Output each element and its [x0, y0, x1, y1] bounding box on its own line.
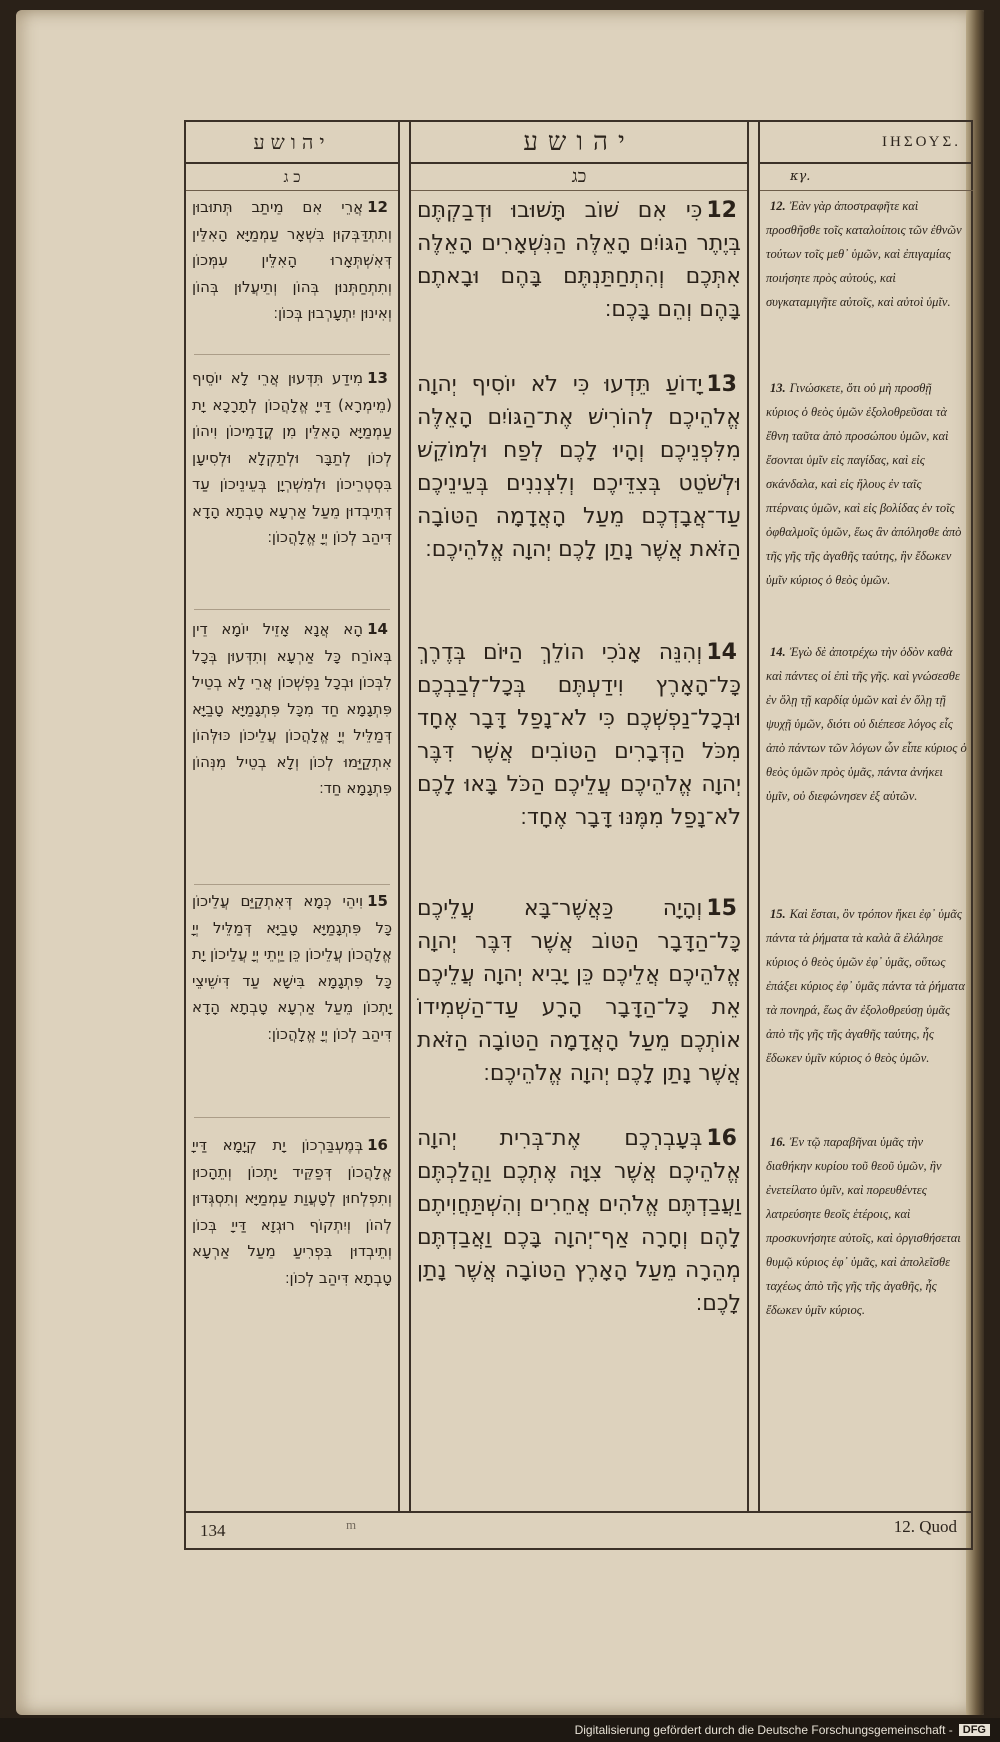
greek-verse-14: 14. Ἐγὼ δὲ ἀποτρέχω τὴν ὁδὸν καθὰ καὶ πάντες οἱ ἐπὶ τῆς γῆς. καὶ γνώσεσθε ἐν ὅλῃ τῇ καρδίᾳ ὑμῶν καὶ ἐν ὅλῃ τῇ ψυχῇ ὑμῶν, διότι οὐ διέπεσε λόγος εἷς ἀπὸ πάντων τῶν λόγων ὧν εἶπε κύριος ὁ θεὸς ὑμῶν πρὸς ὑμᾶς, πάντα ἀνήκει ὑμῖν, οὐ διεφώνησεν ἐξ αὐτῶν.: [766, 645, 967, 803]
hebrew-verse-12: 12כִּי אִם שׁוֹב תָּשׁוּבוּ וּדְבַקְתֶּם בְּיֶתֶר הַגּוֹיִם הָאֵלֶּה הַנִּשְׁאָרִים הָאֵלֶּה אִתְּכֶם וְהִתְחַתַּנְתֶּם בָּהֶם וּבָאתֶם בָּהֶם וְהֵם בָּכֶם׃: [417, 198, 741, 322]
hebrew-verse-14: 14וְהִנֵּה אָנֹכִי הוֹלֵךְ הַיּוֹם בְּדֶרֶךְ כָּל־הָאָרֶץ וִידַעְתֶּם בְּכָל־לְבַבְכֶם וּבְכָל־נַפְשְׁכֶם כִּי לֹא־נָפַל דָּבָר אֶחָד מִכֹּל הַדְּבָרִים הַטּוֹבִים אֲשֶׁר דִּבֶּר יְהוָה אֱלֹהֵיכֶם עֲלֵיכֶם הַכֹּל בָּאוּ לָכֶם לֹא־נָפַל מִמֶּנּוּ דָּבָר אֶחָד׃: [417, 640, 741, 830]
text-frame: [184, 120, 973, 1550]
greek-verse-15: 15. Καὶ ἔσται, ὃν τρόπον ἥκει ἐφ᾽ ὑμᾶς πάντα τὰ ῥήματα τὰ καλὰ ἃ ἐλάλησε κύριος ὁ θεὸς ὑμῶν ἐφ᾽ ὑμᾶς, οὕτως ἐπάξει κύριος ἐφ᾽ ὑμᾶς πάντα τὰ ῥήματα τὰ πονηρά, ἕως ἂν ἐξολοθρεύσῃ ὑμᾶς ἀπὸ τῆς γῆς τῆς ἀγαθῆς ταύτης, ἧς ἔδωκεν ὑμῖν κύριος ὁ θεὸς ὑμῶν.: [766, 907, 965, 1065]
credit-text: Digitalisierung gefördert durch die Deutsche Forschungsgemeinschaft -: [574, 1723, 953, 1737]
greek-header: ΙΗΣΟΥΣ.: [760, 122, 973, 164]
targum-header: יהושע: [186, 122, 398, 164]
hebrew-verse-13: 13יָדוֹעַ תֵּדְעוּ כִּי לֹא יוֹסִיף יְהוָה אֱלֹהֵיכֶם לְהוֹרִישׁ אֶת־הַגּוֹיִם הָאֵלֶּה מִלִּפְנֵיכֶם וְהָיוּ לָכֶם לְפַח וּלְמוֹקֵשׁ וּלְשֹׁטֵט בְּצִדֵּיכֶם וְלִצְנִנִים בְּעֵינֵיכֶם עַד־אֲבָדְכֶם מֵעַל הָאֲדָמָה הַטּוֹבָה הַזֹּאת אֲשֶׁר נָתַן לָכֶם יְהוָה אֱלֹהֵיכֶם׃: [417, 372, 741, 562]
page-footer: [186, 1511, 971, 1548]
targum-chapter: כ ג: [186, 164, 398, 191]
book-page: [16, 10, 984, 1715]
targum-verse-12: 12אֲרֵי אִם מֵיתַב תְּתוּבוּן וְתִתְדַּבְּקוּן בִּשְׁאָר עַמְמַיָּא הָאִלֵּין דְּאִשְׁתְּאָרוּ הָאִלֵּין עִמְּכוֹן וְתִתְחַתְּנוּן בְּהוֹן וְתֵיעֲלוּן בְּהוֹן וְאִינוּן יִתְעָרְבוּן בְּכוֹן׃: [192, 198, 392, 322]
targum-verse-14: 14הָא אֲנָא אָזֵיל יוֹמָא דֵין בְּאוֹרַח כָּל אַרְעָא וְתִדְּעוּן בְּכָל לִבְּכוֹן וּבְכָל נַפְשְׁכוֹן אֲרֵי לָא בְטֵיל פִּתְגָמָא חַד מִכָּל פִּתְגָמַיָּא טָבַיָּא דְּמַלֵּיל יְיָ אֱלָהֲכוֹן עֲלֵיכוֹן כּוּלְּהוֹן אִתְקַיַּמוּ לְכוֹן וְלָא בְטֵיל מִנְּהוֹן פִּתְגָמָא חַד׃: [192, 620, 392, 797]
hebrew-header: יהושע: [411, 122, 747, 164]
digitization-credit-bar: [0, 1718, 1000, 1742]
dfg-logo: DFG: [959, 1724, 990, 1736]
catchword: 12. Quod: [893, 1517, 957, 1536]
greek-verse-12: 12. Ἐὰν γὰρ ἀποστραφῆτε καὶ προσθῆσθε τοῖς καταλοίποις τῶν ἐθνῶν τούτων τοῖς μεθ᾽ ὑμῶν, καὶ ἐπιγαμίας ποιήσητε πρὸς αὐτούς, καὶ συγκαταμιγῆτε αὐτοῖς, καὶ αὐτοὶ ὑμῖν.: [766, 199, 962, 309]
greek-column: [758, 122, 973, 1513]
greek-verse-13: 13. Γινώσκετε, ὅτι οὐ μὴ προσθῇ κύριος ὁ θεὸς ὑμῶν ἐξολοθρεῦσαι τὰ ἔθνη ταῦτα ἀπὸ προσώπου ὑμῶν, καὶ ἔσονται ὑμῖν εἰς παγίδας, καὶ εἰς σκάνδαλα, καὶ εἰς ἥλους ἐν ταῖς πτέρναις ὑμῶν, καὶ εἰς βολίδας ἐν τοῖς ὀφθαλμοῖς ὑμῶν, ἕως ἂν ἀπόλησθε ἀπὸ τῆς γῆς τῆς ἀγαθῆς ταύτης, ἣν ἔδωκεν ὑμῖν κύριος ὁ θεὸς ὑμῶν.: [766, 381, 962, 587]
greek-chapter: κγ.: [760, 164, 973, 191]
hebrew-verse-16: 16בְּעָבְרְכֶם אֶת־בְּרִית יְהוָה אֱלֹהֵיכֶם אֲשֶׁר צִוָּה אֶתְכֶם וַהֲלַכְתֶּם וַעֲבַדְתֶּם אֱלֹהִים אֲחֵרִים וְהִשְׁתַּחֲוִיתֶם לָהֶם וְחָרָה אַף־יְהוָה בָּכֶם וַאֲבַדְתֶּם מְהֵרָה מֵעַל הָאָרֶץ הַטּוֹבָה אֲשֶׁר נָתַן לָכֶם׃: [417, 1126, 741, 1316]
hebrew-column: [409, 122, 749, 1513]
hebrew-chapter: כג: [411, 164, 747, 191]
signature-mark: m: [346, 1517, 357, 1532]
page-number: 134: [200, 1521, 226, 1540]
greek-verse-16: 16. Ἐν τῷ παραβῆναι ὑμᾶς τὴν διαθήκην κυρίου τοῦ θεοῦ ὑμῶν, ἣν ἐνετείλατο ὑμῖν, καὶ πορευθέντες λατρεύσητε θεοῖς ἑτέροις, καὶ προσκυνήσητε αὐτοῖς, καὶ ὀργισθήσεται θυμῷ κύριος ἐφ᾽ ὑμᾶς, καὶ ἀπολεῖσθε ταχέως ἀπὸ τῆς γῆς τῆς ἀγαθῆς, ἧς ἔδωκεν ὑμῖν κύριος.: [766, 1135, 961, 1317]
hebrew-verse-15: 15וְהָיָה כַּאֲשֶׁר־בָּא עֲלֵיכֶם כָּל־הַדָּבָר הַטּוֹב אֲשֶׁר דִּבֶּר יְהוָה אֱלֹהֵיכֶם אֲלֵיכֶם כֵּן יָבִיא יְהוָה עֲלֵיכֶם אֵת כָּל־הַדָּבָר הָרָע עַד־הַשְׁמִידוֹ אוֹתְכֶם מֵעַל הָאֲדָמָה הַטּוֹבָה הַזֹּאת אֲשֶׁר נָתַן לָכֶם יְהוָה אֱלֹהֵיכֶם׃: [417, 896, 741, 1086]
targum-verse-16: 16בְּמֶעְבַּרְכוֹן יָת קְיָמָא דַּייָ אֱלָהֲכוֹן דְּפַקֵּיד יָתְכוֹן וְתֵהָכוּן וְתִפְלְחוּן לְטָעֲוַת עַמְמַיָּא וְתִסְגְּדוּן לְהוֹן וְיִתְקוֹף רוּגְזָא דַּייָ בְּכוֹן וְתֵיבְדוּן בִּפְרִיעַ מֵעַל אַרְעָא טָבְתָא דִּיהַב לְכוֹן׃: [192, 1136, 392, 1287]
targum-verse-15: 15וִיהֵי כְּמָא דְּאִתְקַיַּם עֲלֵיכוֹן כָּל פִּתְגָמַיָּא טָבַיָּא דְּמַלֵּיל יְיָ אֱלָהֲכוֹן עֲלֵיכוֹן כֵּן יַיְתֵי יְיָ עֲלֵיכוֹן יָת כָּל פִּתְגָמָא בִּישָׁא עַד דִּישֵׁיצֵי יָתְכוֹן מֵעַל אַרְעָא טָבְתָא הָדָא דִּיהַב לְכוֹן יְיָ אֱלָהֲכוֹן׃: [192, 892, 392, 1043]
targum-column: [186, 122, 400, 1513]
targum-verse-13: 13מִידַע תִּדְּעוּן אֲרֵי לָא יוֹסֵיף (מֵימְרָא) דַּייָ אֱלָהֲכוֹן לְתָרָכָא יָת עַמְמַיָּא הָאִלֵּין מִן קֳדָמֵיכוֹן וִיהוֹן לְכוֹן לְתַבָּר וּלְתַקְלָא וּלְסִיעָן בִּסְטְרֵיכוֹן וּלְמִשְׁרְיָן בְּעֵינֵיכוֹן עַד דְּתֵיבְדוּן מֵעַל אַרְעָא טָבְתָא הָדָא דִּיהַב לְכוֹן יְיָ אֱלָהֲכוֹן׃: [192, 369, 392, 546]
